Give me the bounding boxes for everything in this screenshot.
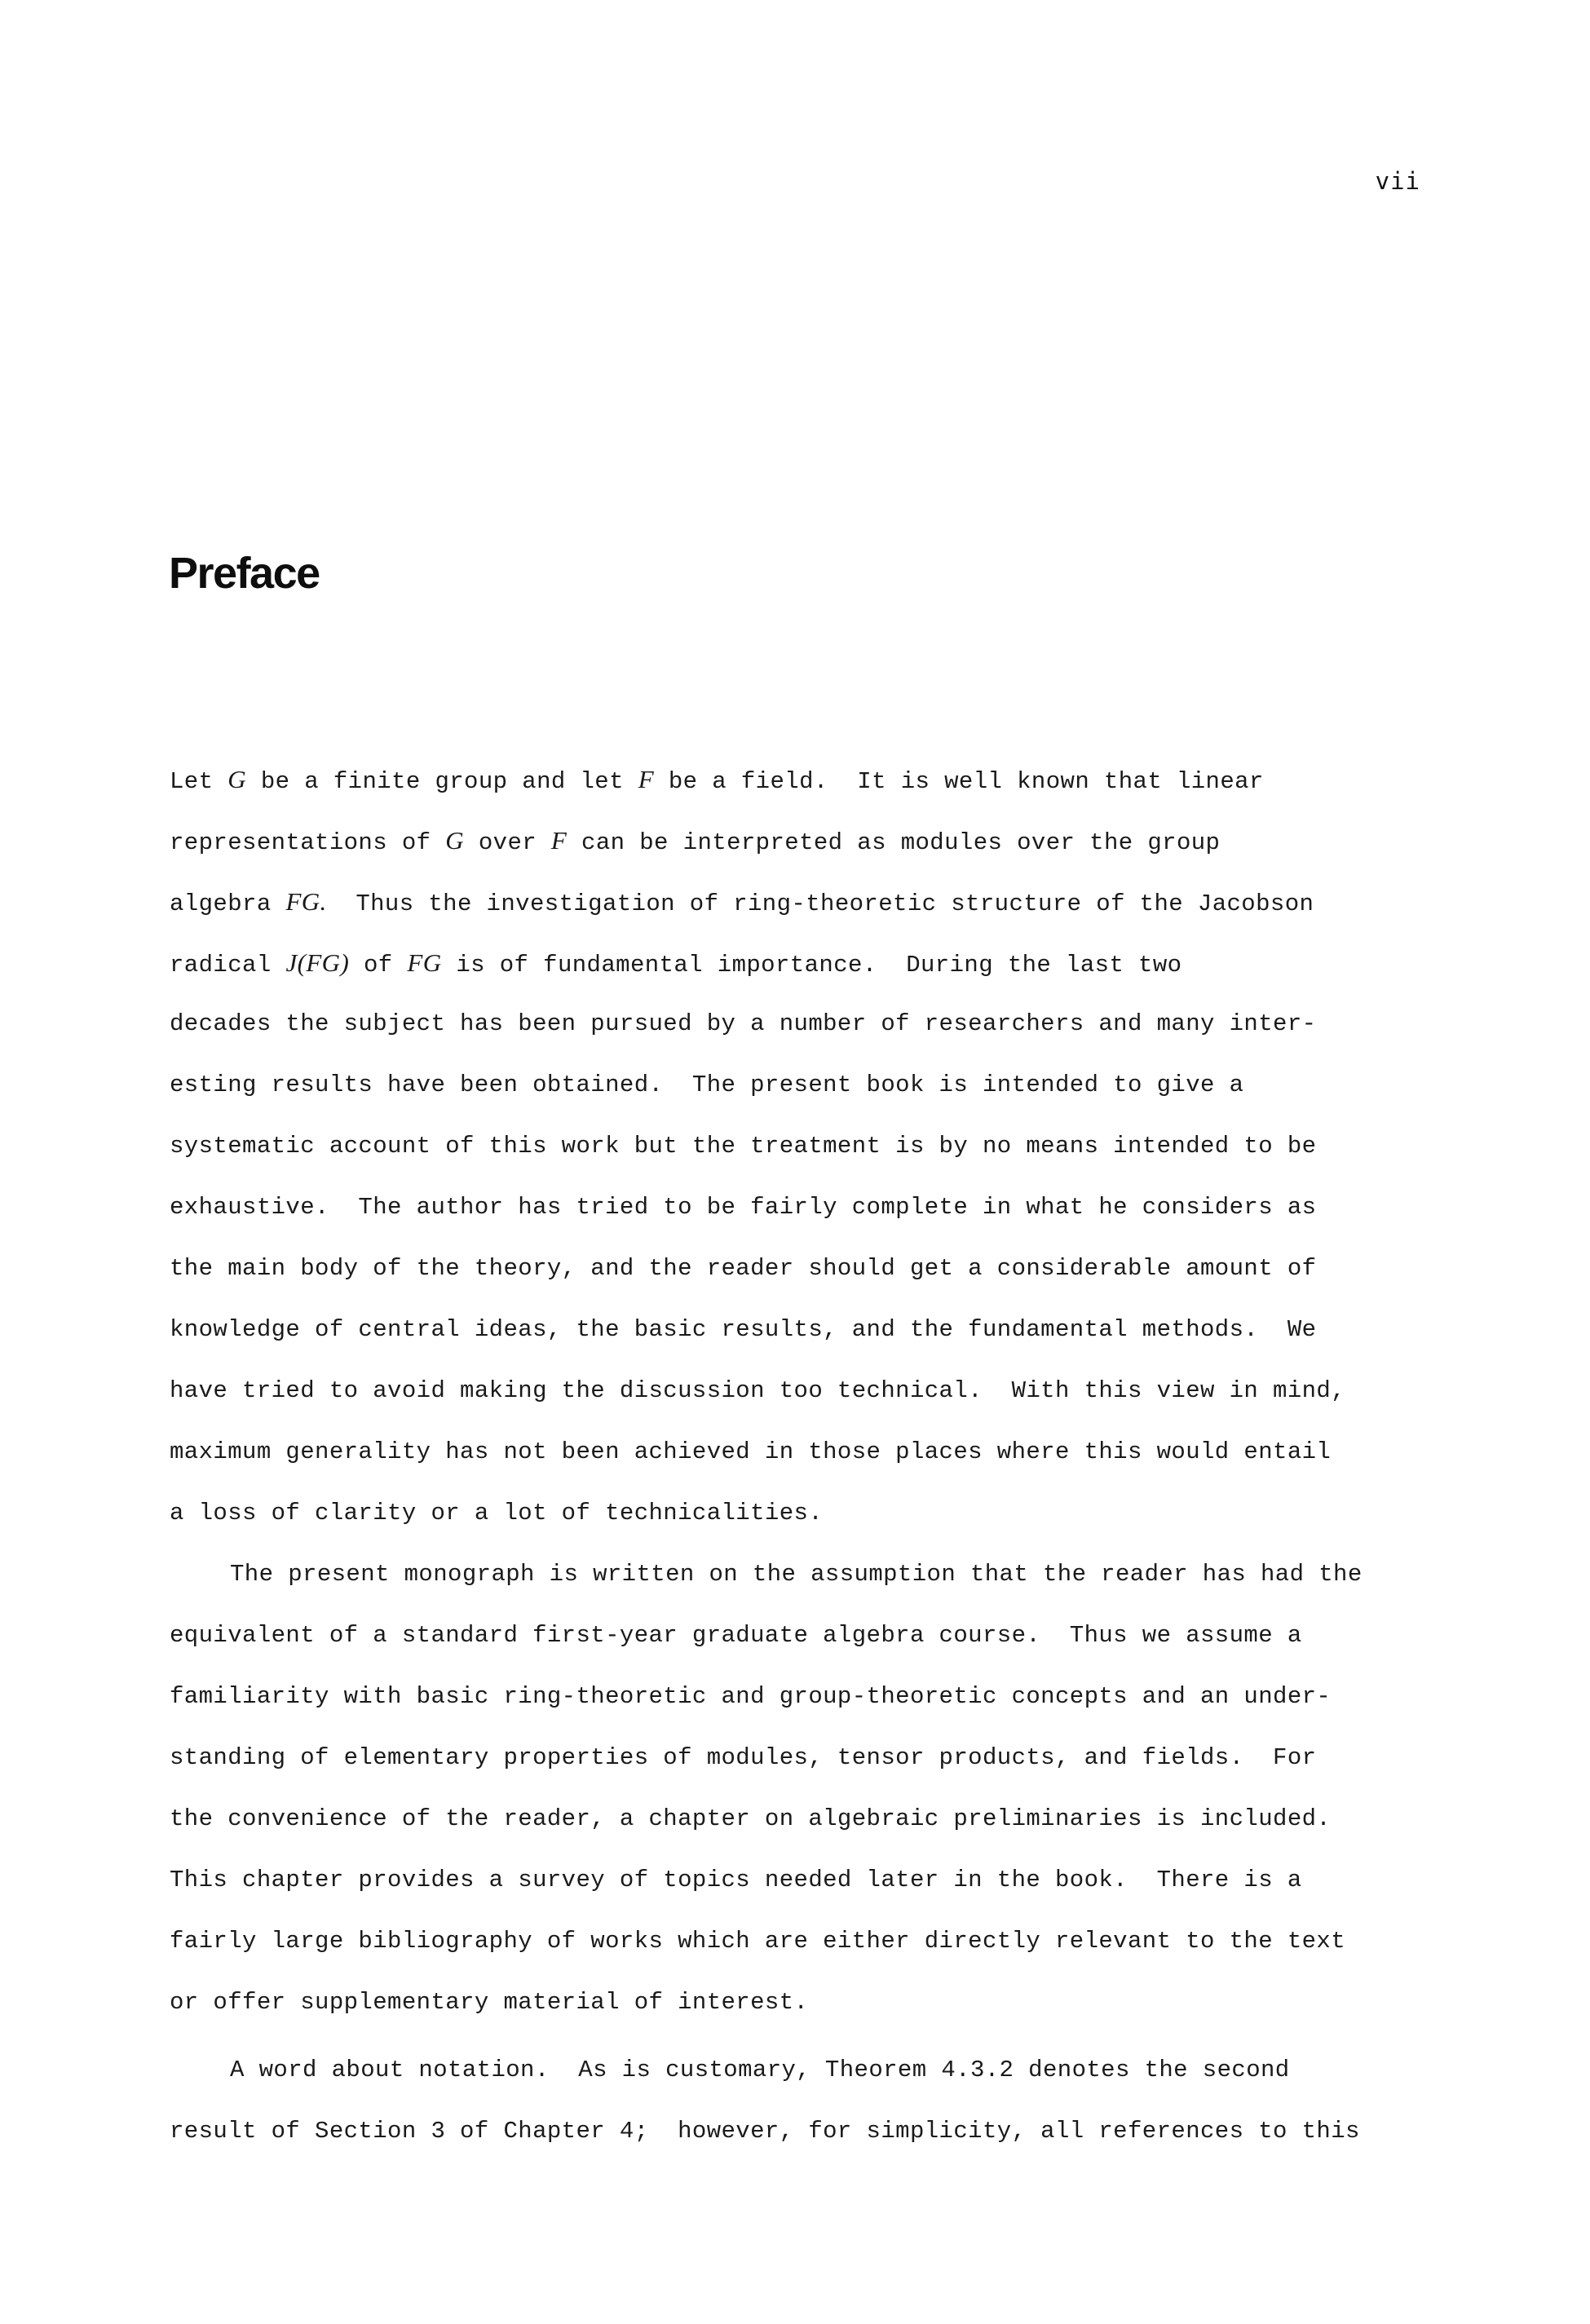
text-line (170, 1482, 1442, 1544)
math-symbol: FG. (285, 887, 327, 916)
text-line (170, 1788, 1442, 1849)
text-run: be a finite group and let (246, 768, 638, 795)
text-line (170, 871, 1442, 932)
text-line (170, 1299, 1442, 1360)
text-run: result of Section 3 of Chapter 4; however, for simplicity, all references to this (170, 2118, 1360, 2145)
text-line (170, 1727, 1442, 1788)
text-run: fairly large bibliography of works which are either directly relevant to the text (170, 1928, 1346, 1955)
text-line (170, 932, 1442, 993)
text-line (170, 1666, 1442, 1727)
text-run: or offer supplementary material of interest. (170, 1989, 809, 2016)
text-line (170, 1116, 1442, 1177)
paragraph (170, 2039, 1442, 2162)
text-line (170, 810, 1442, 871)
text-run: a loss of clarity or a lot of technicalities. (170, 1500, 824, 1527)
text-run: the convenience of the reader, a chapter on algebraic preliminaries is included. (170, 1805, 1332, 1832)
text-run: radical (170, 952, 286, 979)
text-line (170, 1911, 1442, 1972)
text-run: equivalent of a standard first-year graduate algebra course. Thus we assume a (170, 1622, 1302, 1649)
text-line (170, 1972, 1442, 2033)
text-run: exhaustive. The author has tried to be fairly complete in what he considers as (170, 1194, 1317, 1221)
text-run: maximum generality has not been achieved in those places where this would entail (170, 1438, 1332, 1465)
text-line (170, 749, 1442, 810)
math-symbol: G (227, 765, 247, 793)
math-symbol: J(FG) (285, 948, 350, 977)
text-line (170, 1054, 1442, 1116)
text-run: familiarity with basic ring-theoretic and group-theoretic concepts and an under- (170, 1683, 1332, 1710)
text-line (170, 993, 1442, 1054)
text-run: algebra (170, 890, 286, 917)
math-symbol: G (445, 826, 465, 855)
text-run: esting results have been obtained. The present book is intended to give a (170, 1071, 1244, 1098)
text-run: the main body of the theory, and the reader should get a considerable amount of (170, 1255, 1317, 1282)
text-run: A word about notation. As is customary, Theorem 4.3.2 denotes the second (230, 2057, 1290, 2083)
text-line (170, 1544, 1442, 1605)
text-run: have tried to avoid making the discussion too technical. With this view in mind, (170, 1377, 1346, 1404)
math-symbol: FG (407, 948, 442, 977)
text-line (170, 1177, 1442, 1238)
text-run: is of fundamental importance. During the last two (441, 952, 1182, 979)
text-line (170, 1605, 1442, 1666)
text-run: of (349, 952, 408, 979)
text-line (170, 1849, 1442, 1911)
text-run: over (464, 829, 551, 856)
paragraph (170, 749, 1442, 1544)
paragraph (170, 1544, 1442, 2033)
text-run: This chapter provides a survey of topics needed later in the book. There is a (170, 1867, 1302, 1893)
text-line (170, 1360, 1442, 1421)
text-run: The present monograph is written on the assumption that the reader has had the (230, 1561, 1363, 1588)
text-line (170, 2101, 1442, 2162)
math-symbol: F (550, 826, 568, 855)
preface-body (170, 749, 1442, 2162)
page-number: vii (1375, 167, 1420, 195)
text-run: decades the subject has been pursued by a number of researchers and many inter- (170, 1010, 1317, 1037)
text-run: systematic account of this work but the treatment is by no means intended to be (170, 1133, 1317, 1160)
text-run: Thus the investigation of ring-theoretic structure of the Jacobson (326, 890, 1314, 917)
math-symbol: F (638, 765, 655, 793)
text-run: be a field. It is well known that linear (654, 768, 1264, 795)
text-run: knowledge of central ideas, the basic results, and the fundamental methods. We (170, 1316, 1317, 1343)
text-line (170, 1421, 1442, 1482)
text-run: can be interpreted as modules over the group (567, 829, 1221, 856)
chapter-title: Preface (169, 549, 320, 598)
text-run: standing of elementary properties of modules, tensor products, and fields. For (170, 1744, 1317, 1771)
text-run: representations of (170, 829, 446, 856)
text-run: Let (170, 768, 228, 795)
text-line (170, 1238, 1442, 1299)
text-line (170, 2039, 1442, 2101)
